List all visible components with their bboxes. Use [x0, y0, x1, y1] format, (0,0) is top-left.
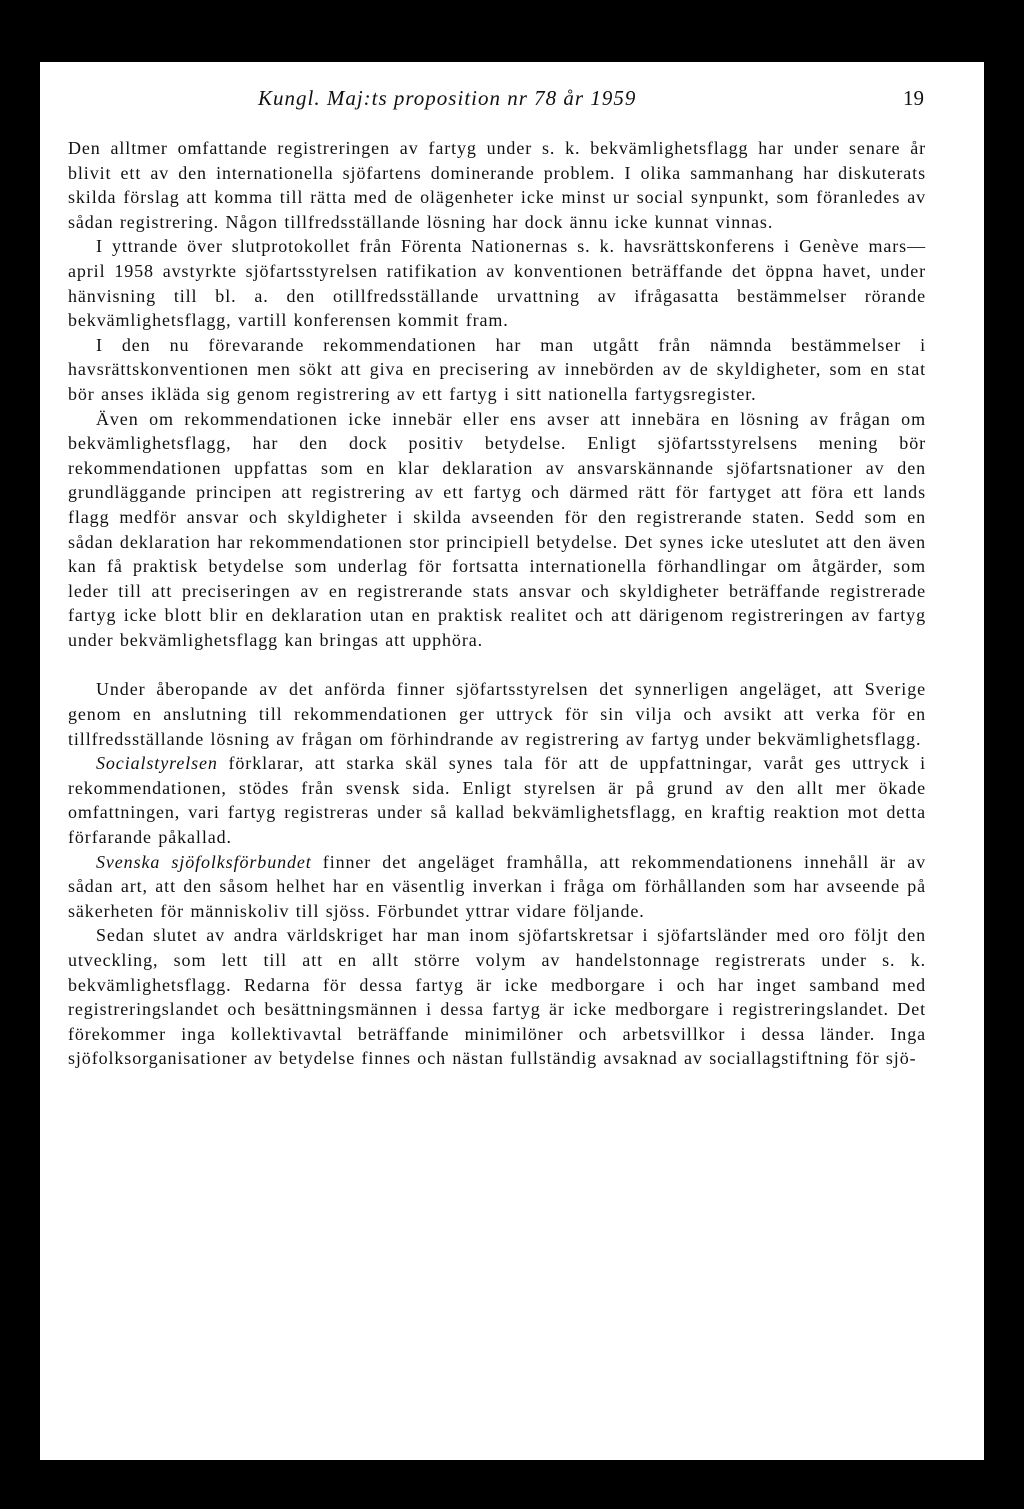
paragraph-lead-term: Socialstyrelsen [96, 753, 218, 774]
paragraph-positive-significance [68, 407, 926, 653]
paragraph-text: I yttrande över slutprotokollet från Förenta Nationernas s. k. havsrättskonferens i Genève mars—april 1958 avstyrkte sjöfartsstyrelsen ratifikation av konventionen beträffande det öppna havet, under hänvisning till bl. a. den otillfredsställande urvattning av ifrågasatta bestämmelser rörande bekvämlighetsflagg, vartill konferensen kommit fram. [68, 236, 926, 331]
paragraph-socialstyrelsen [68, 751, 926, 849]
running-title: Kungl. Maj:ts proposition nr 78 år 1959 [258, 86, 637, 110]
paragraph-text: I den nu förevarande rekommendationen har man utgått från nämnda bestämmelser i havsrättskonventionen men sökt att giva en precisering av innebörden av de skyldigheter, som en stat bör anses ikläda sig genom registrering av ett fartyg i sitt nationella fartygsregister. [68, 334, 926, 404]
paragraph-text: finner det angeläget framhålla, att rekommendationens innehåll är av sådan art, att den såsom helhet har en väsentlig inverkan i fråga om förhållanden som har avseende på säkerheten för människoliv till sjöss. Förbundet yttrar vidare följande. [68, 851, 926, 921]
paragraph-text: Den alltmer omfattande registreringen av fartyg under s. k. bekvämlighetsflagg har under senare år blivit ett av den internationella sjöfartens dominerande problem. I olika sammanhang har diskuterats skilda förslag att komma till rätta med de olägenheter icke minst ur social synpunkt, som föranledes av sådan registrering. Någon tillfredsställande lösning har dock ännu icke kunnat vinnas. [68, 138, 926, 232]
paragraph-sjofolksforbundet [68, 850, 926, 924]
paragraph-text: förklarar, att starka skäl synes tala för att de uppfattningar, varåt ges uttryck i rekommendationen, stödes från svensk sida. Enligt styrelsen är på grund av den allt mer ökade omfattningen, vari fartyg registreras under så kallad bekvämlighetsflagg, en kraftig reaktion mot detta förfarande påkallad. [68, 753, 926, 848]
paragraph-registration-problem [68, 136, 926, 234]
paragraph-postwar-development [68, 923, 926, 1071]
paragraph-text: Under åberopande av det anförda finner sjöfartsstyrelsen det synnerligen angeläget, att Sverige genom en anslutning till rekommendationen ger uttryck för sin vilja och avsikt att verka för en tillfredsställande lösning av frågan om förhindrande av registrering av fartyg under bekvämlighetsflagg. [68, 679, 926, 749]
page-number: 19 [903, 86, 924, 110]
document-page [40, 62, 984, 1460]
paragraph-text: Sedan slutet av andra världskriget har man inom sjöfartskretsar i sjöfartsländer med oro följt den utveckling, som lett till att en allt större volym av handelstonnage registrerats under s. k. bekvämlighetsflagg. Redarna för dessa fartyg är icke medborgare i och har inget samband med registreringslandet och besättningsmännen i dessa fartyg är icke medborgare i registreringslandet. Det förekommer inga kollektivavtal beträffande minimilöner och arbetsvillkor i dessa länder. Inga sjöfolksorganisationer av betydelse finnes och nästan fullständig avsaknad av sociallagstiftning för sjö- [68, 925, 926, 1069]
paragraph-recommendation-basis [68, 333, 926, 407]
paragraph-lead-term: Svenska sjöfolksförbundet [96, 851, 312, 872]
paragraph-text: Även om rekommendationen icke innebär eller ens avser att innebära en lösning av frågan om bekvämlighetsflagg, har den dock positiv betydelse. Enligt sjöfartsstyrelsens mening bör rekommendationen uppfattas som en klar deklaration av ansvarskännande sjöfartsnationer av den grundläggande principen att registrering av ett fartyg och därmed rätt för fartyget att föra ett lands flagg medför ansvar och skyldigheter i skilda avseenden för den registrerande staten. Sedd som en sådan deklaration har rekommendationen stor principiell betydelse. Det synes icke uteslutet att den även kan få praktisk betydelse som underlag för fortsatta internationella förhandlingar om åtgärder, som leder till att preciseringen av en registrerande stats ansvar och skyldigheter beträffande registrerade fartyg icke blott blir en deklaration utan en praktisk realitet och att därigenom registreringen av fartyg under bekvämlighetsflagg kan bringas att upphöra. [68, 408, 926, 650]
paragraph-conclusion [68, 677, 926, 751]
paragraph-geneva-conference [68, 234, 926, 332]
body-text [68, 136, 926, 1071]
page-header [40, 86, 984, 120]
